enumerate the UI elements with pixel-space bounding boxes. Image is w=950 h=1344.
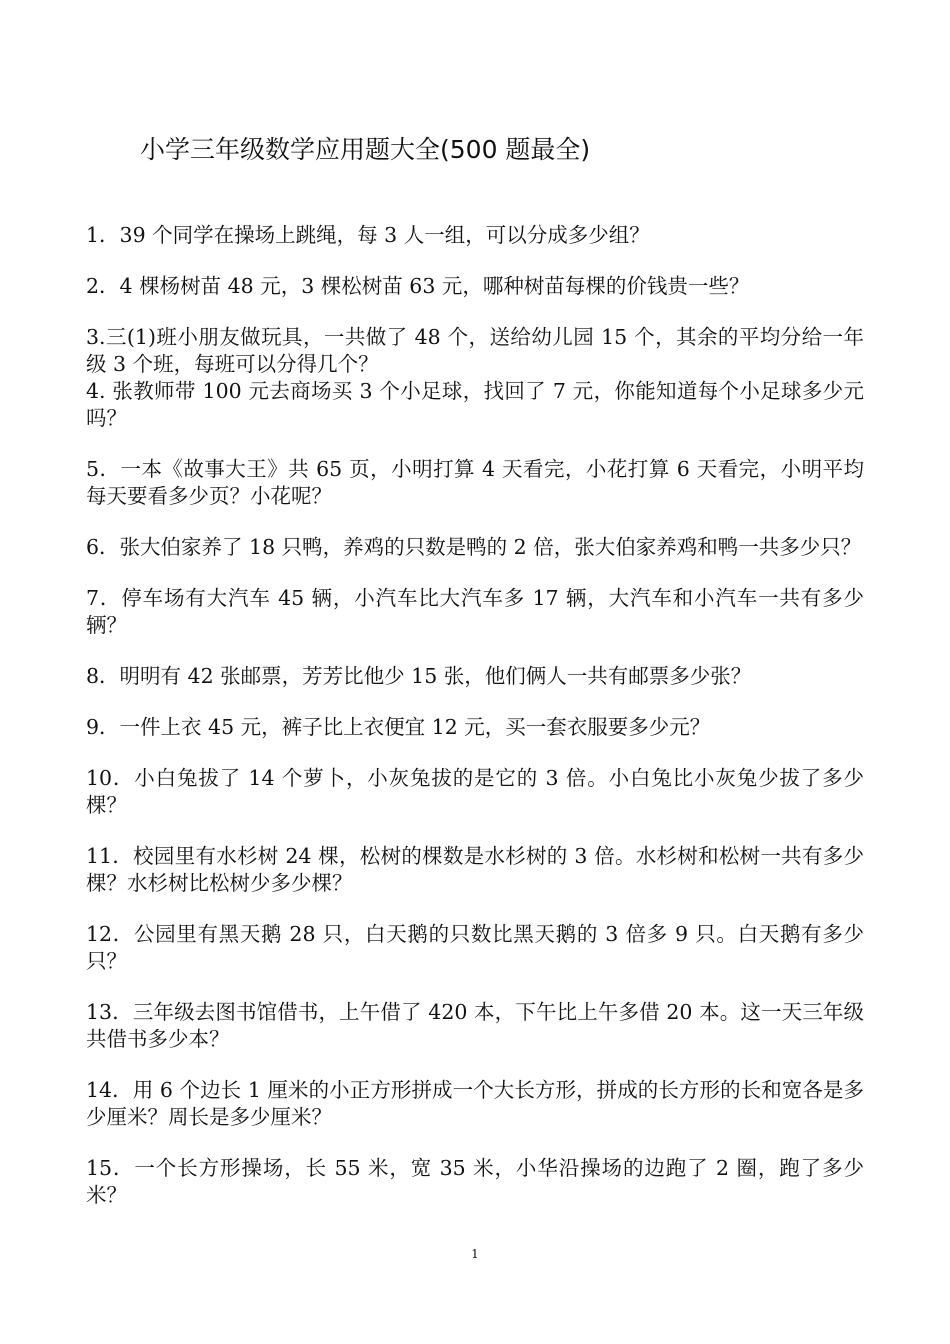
question-item: 4. 张教师带 100 元去商场买 3 个小足球，找回了 7 元，你能知道每个小足球多少元吗？ <box>86 379 864 430</box>
question-item: 3.三(1)班小朋友做玩具，一共做了 48 个，送给幼儿园 15 个，其余的平均分给一年级 3 个班，每班可以分得几个？ <box>86 325 864 376</box>
question-item: 6．张大伯家养了 18 只鸭，养鸡的只数是鸭的 2 倍，张大伯家养鸡和鸭一共多少只？ <box>86 535 862 559</box>
question-item: 14．用 6 个边长 1 厘米的小正方形拼成一个大长方形，拼成的长方形的长和宽各是多少厘米？周长是多少厘米？ <box>86 1078 864 1129</box>
question-item: 9．一件上衣 45 元，裤子比上衣便宜 12 元，买一套衣服要多少元？ <box>86 715 711 739</box>
question-item: 8．明明有 42 张邮票，芳芳比他少 15 张，他们俩人一共有邮票多少张？ <box>86 664 752 688</box>
question-item: 10．小白兔拔了 14 个萝卜，小灰兔拔的是它的 3 倍。小白兔比小灰兔少拔了多少棵？ <box>86 766 864 817</box>
question-item: 7．停车场有大汽车 45 辆，小汽车比大汽车多 17 辆，大汽车和小汽车一共有多少辆？ <box>86 586 864 637</box>
question-item: 15．一个长方形操场，长 55 米，宽 35 米，小华沿操场的边跑了 2 圈，跑了多少米？ <box>86 1156 864 1207</box>
question-item: 12．公园里有黑天鹅 28 只，白天鹅的只数比黑天鹅的 3 倍多 9 只。白天鹅有多少只？ <box>86 922 864 973</box>
question-item: 13．三年级去图书馆借书，上午借了 420 本，下午比上午多借 20 本。这一天三年级共借书多少本？ <box>86 1000 864 1051</box>
question-item: 2．4 棵杨树苗 48 元，3 棵松树苗 63 元，哪种树苗每棵的价钱贵一些？ <box>86 274 750 298</box>
question-item: 5．一本《故事大王》共 65 页，小明打算 4 天看完，小花打算 6 天看完，小明平均每天要看多少页？小花呢？ <box>86 457 864 508</box>
page-number: 1 <box>471 1247 479 1261</box>
question-item: 11．校园里有水杉树 24 棵，松树的棵数是水杉树的 3 倍。水杉树和松树一共有多少棵？水杉树比松树少多少棵？ <box>86 844 864 895</box>
question-list <box>86 222 864 1209</box>
question-item: 1．39 个同学在操场上跳绳，每 3 人一组，可以分成多少组？ <box>86 223 650 247</box>
document-title: 小学三年级数学应用题大全(500 题最全) <box>140 135 591 164</box>
